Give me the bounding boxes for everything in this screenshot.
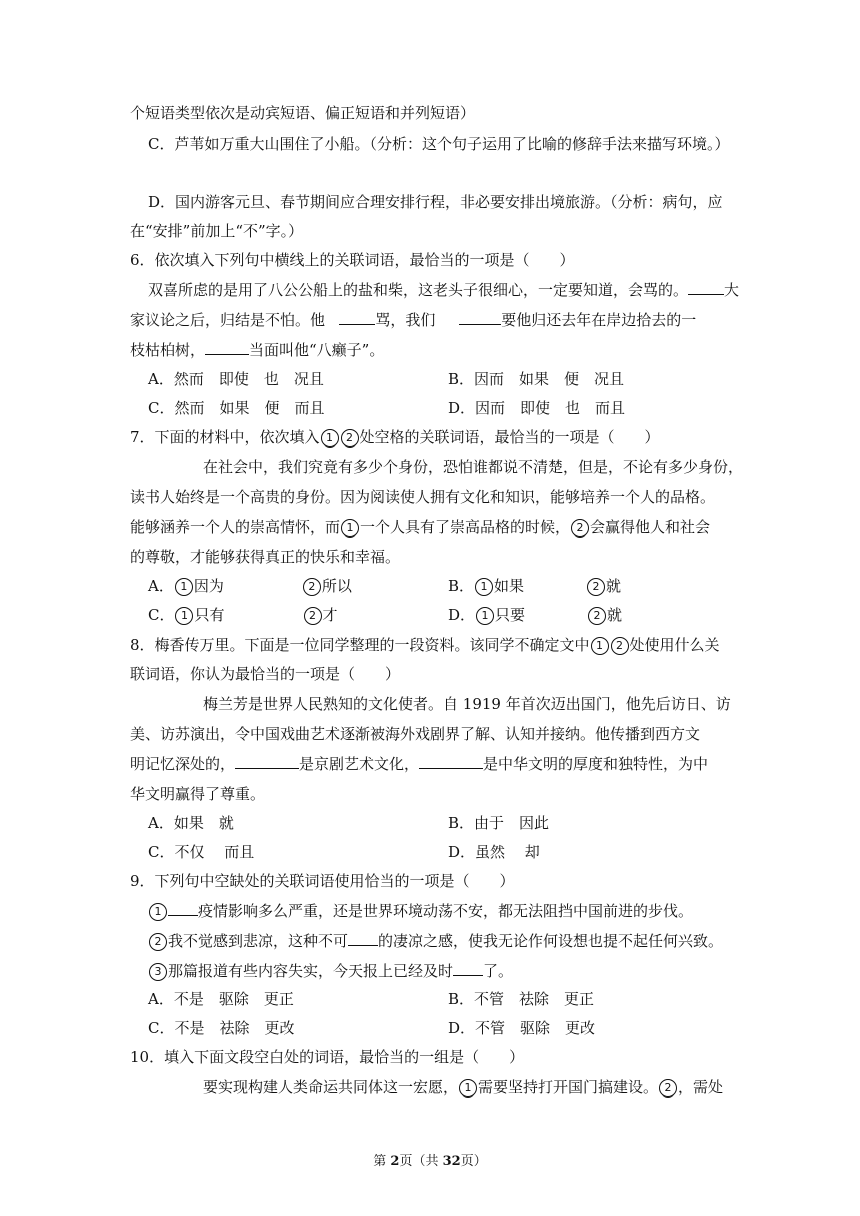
circled-number-2: 2 — [304, 607, 322, 625]
question-7-option-b: B． 1 如果 2 就 — [448, 577, 622, 595]
question-8-option-b: B．由于 因此 — [448, 814, 550, 832]
question-8-option-c: C．不仅 而且 — [148, 843, 255, 861]
question-9-sentence-2 — [148, 931, 723, 951]
passage-text: 骂，我们 — [375, 311, 436, 329]
passage-text: 家议论之后，归结是不怕。他 — [130, 311, 326, 329]
question-10-stem: 10．填入下面文段空白处的词语，最恰当的一组是（ ） — [130, 1048, 525, 1066]
answer-blank — [205, 340, 249, 355]
circled-number-2: 2 — [303, 578, 321, 596]
stem-text: 处使用什么关 — [629, 636, 720, 654]
passage-text: ，需处 — [678, 1078, 724, 1096]
passage-text: 明记忆深处的， — [130, 755, 236, 773]
circled-number-1: 1 — [459, 1079, 477, 1097]
question-9-sentence-3 — [148, 961, 513, 981]
circled-number-2: 2 — [587, 578, 605, 596]
question-8-option-a: A．如果 就 — [148, 814, 234, 832]
question-7-option-a: A． 1 因为 2 所以 — [148, 577, 352, 595]
passage-text: 是中华文明的厚度和独特性，为中 — [483, 755, 709, 773]
answer-blank — [688, 280, 724, 295]
question-6-option-a: A．然而 即使 也 况且 — [148, 370, 324, 388]
question-8-stem — [130, 635, 720, 655]
question-8-passage: 美、访苏演出，令中国戏曲艺术逐渐被海外戏剧界了解、认知并接纳。他传播到西方文 — [130, 725, 701, 743]
question-8-stem: 联词语，你认为最恰当的一项是（ ） — [130, 665, 401, 683]
passage-text: 要实现构建人类命运共同体这一宏愿， — [203, 1078, 459, 1096]
passage-text: 需要坚持打开国门搞建设。 — [478, 1078, 659, 1096]
question-9-option-d: D．不管 驱除 更改 — [448, 1019, 596, 1037]
sentence-text: 我不觉感到悲凉，这种不可 — [168, 932, 349, 950]
answer-blank — [459, 310, 501, 325]
option-word: 如果 — [494, 577, 525, 595]
option-word: 只要 — [495, 606, 526, 624]
option-word: 所以 — [321, 577, 352, 595]
question-7-passage: 的尊敬，才能够获得真正的快乐和幸福。 — [130, 548, 401, 566]
stem-text: 7．下面的材料中，依次填入 — [130, 428, 320, 446]
circled-number-1: 1 — [175, 578, 193, 596]
circled-number-1: 1 — [175, 607, 193, 625]
question-9-option-b: B．不管 祛除 更正 — [448, 990, 595, 1008]
circled-number-1: 1 — [476, 607, 494, 625]
question-9-option-c: C．不是 祛除 更改 — [148, 1019, 295, 1037]
passage-text: 能够涵养一个人的崇高情怀，而 — [130, 518, 341, 536]
question-8-option-d: D．虽然 却 — [448, 843, 540, 861]
option-d: D．国内游客元旦、春节期间应合理安排行程，非必要安排出境旅游。（分析：病句，应 — [148, 193, 723, 211]
sentence-text: 了。 — [483, 962, 514, 980]
circled-number-1: 1 — [321, 429, 339, 447]
circled-number-1: 1 — [149, 903, 167, 921]
circled-number-1: 1 — [591, 637, 609, 655]
question-6-passage — [148, 280, 739, 300]
total-pages: 32 — [442, 1154, 461, 1169]
text-line: 个短语类型依次是动宾短语、偏正短语和并列短语） — [130, 104, 476, 122]
passage-text: 枝枯柏树， — [130, 341, 206, 359]
answer-blank — [235, 754, 299, 769]
option-word: 就 — [606, 577, 622, 595]
question-7-passage: 在社会中，我们究竟有多少个身份，恐怕谁都说不清楚，但是，不论有多少身份， — [203, 458, 744, 476]
question-7-passage — [130, 517, 710, 537]
question-9-option-a: A．不是 驱除 更正 — [148, 990, 294, 1008]
stem-text: 8．梅香传万里。下面是一位同学整理的一段资料。该同学不确定文中 — [130, 636, 590, 654]
question-7-stem — [130, 427, 660, 447]
question-7-option-d: D． 1 只要 2 就 — [448, 606, 623, 624]
question-10-passage — [203, 1077, 723, 1097]
answer-blank — [339, 310, 375, 325]
answer-blank — [168, 901, 198, 916]
page-number: 2 — [390, 1154, 400, 1169]
stem-text: 处空格的关联词语，最恰当的一项是（ ） — [359, 428, 660, 446]
page-footer — [0, 1150, 860, 1169]
sentence-text: 那篇报道有些内容失实，今天报上已经及时 — [168, 962, 454, 980]
circled-number-1: 1 — [341, 519, 359, 537]
circled-number-2: 2 — [571, 519, 589, 537]
question-6-stem: 6．依次填入下列句中横线上的关联词语，最恰当的一项是（ ） — [130, 251, 575, 269]
option-word: 就 — [607, 606, 623, 624]
question-6-option-c: C．然而 如果 便 而且 — [148, 399, 325, 417]
passage-text: 当面叫他“八癞子”。 — [249, 341, 385, 359]
option-word: 只有 — [194, 606, 225, 624]
question-6-option-b: B．因而 如果 便 况且 — [448, 370, 625, 388]
circled-number-2: 2 — [588, 607, 606, 625]
passage-text: 双喜所虑的是用了八公公船上的盐和柴，这老头子很细心，一定要知道，会骂的。 — [148, 281, 689, 299]
footer-text: 第 — [373, 1154, 391, 1169]
question-8-passage: 梅兰芳是世界人民熟知的文化使者。自 1919 年首次迈出国门，他先后访日、访 — [203, 695, 731, 713]
circled-number-2: 2 — [341, 429, 359, 447]
question-8-passage — [130, 754, 708, 774]
question-6-passage — [130, 340, 384, 360]
circled-number-2: 2 — [611, 637, 629, 655]
question-7-passage: 读书人始终是一个高贵的身份。因为阅读使人拥有文化和知识，能够培养一个人的品格。 — [130, 488, 716, 506]
question-9-sentence-1 — [148, 901, 693, 921]
sentence-text: 的凄凉之感，使我无论作何设想也提不起任何兴致。 — [378, 932, 724, 950]
circled-number-1: 1 — [475, 578, 493, 596]
circled-number-2: 2 — [149, 933, 167, 951]
circled-number-2: 2 — [659, 1079, 677, 1097]
option-c: C．芦苇如万重大山围住了小船。（分析：这个句子运用了比喻的修辞手法来描写环境。） — [148, 135, 730, 153]
question-9-stem: 9．下列句中空缺处的关联词语使用恰当的一项是（ ） — [130, 872, 515, 890]
answer-blank — [453, 961, 483, 976]
option-word: 才 — [322, 606, 338, 624]
question-7-option-c: C． 1 只有 2 才 — [148, 606, 338, 624]
sentence-text: 疫情影响多么严重，还是世界环境动荡不安，都无法阻挡中国前进的步伐。 — [198, 902, 694, 920]
passage-text: 大 — [724, 281, 740, 299]
passage-text: 会赢得他人和社会 — [590, 518, 711, 536]
question-8-passage: 华文明赢得了尊重。 — [130, 785, 266, 803]
footer-text: 页（共 — [399, 1154, 443, 1169]
passage-text: 要他归还去年在岸边拾去的一 — [501, 311, 697, 329]
answer-blank — [348, 931, 378, 946]
passage-text: 是京剧艺术文化， — [299, 755, 420, 773]
passage-text: 一个人具有了崇高品格的时候， — [360, 518, 571, 536]
text-line: 在“安排”前加上“不”字。） — [130, 222, 304, 240]
answer-blank — [419, 754, 483, 769]
question-6-passage — [130, 310, 696, 330]
circled-number-3: 3 — [149, 963, 167, 981]
option-word: 因为 — [193, 577, 224, 595]
question-6-option-d: D．因而 即使 也 而且 — [448, 399, 626, 417]
footer-text: 页） — [460, 1154, 487, 1169]
